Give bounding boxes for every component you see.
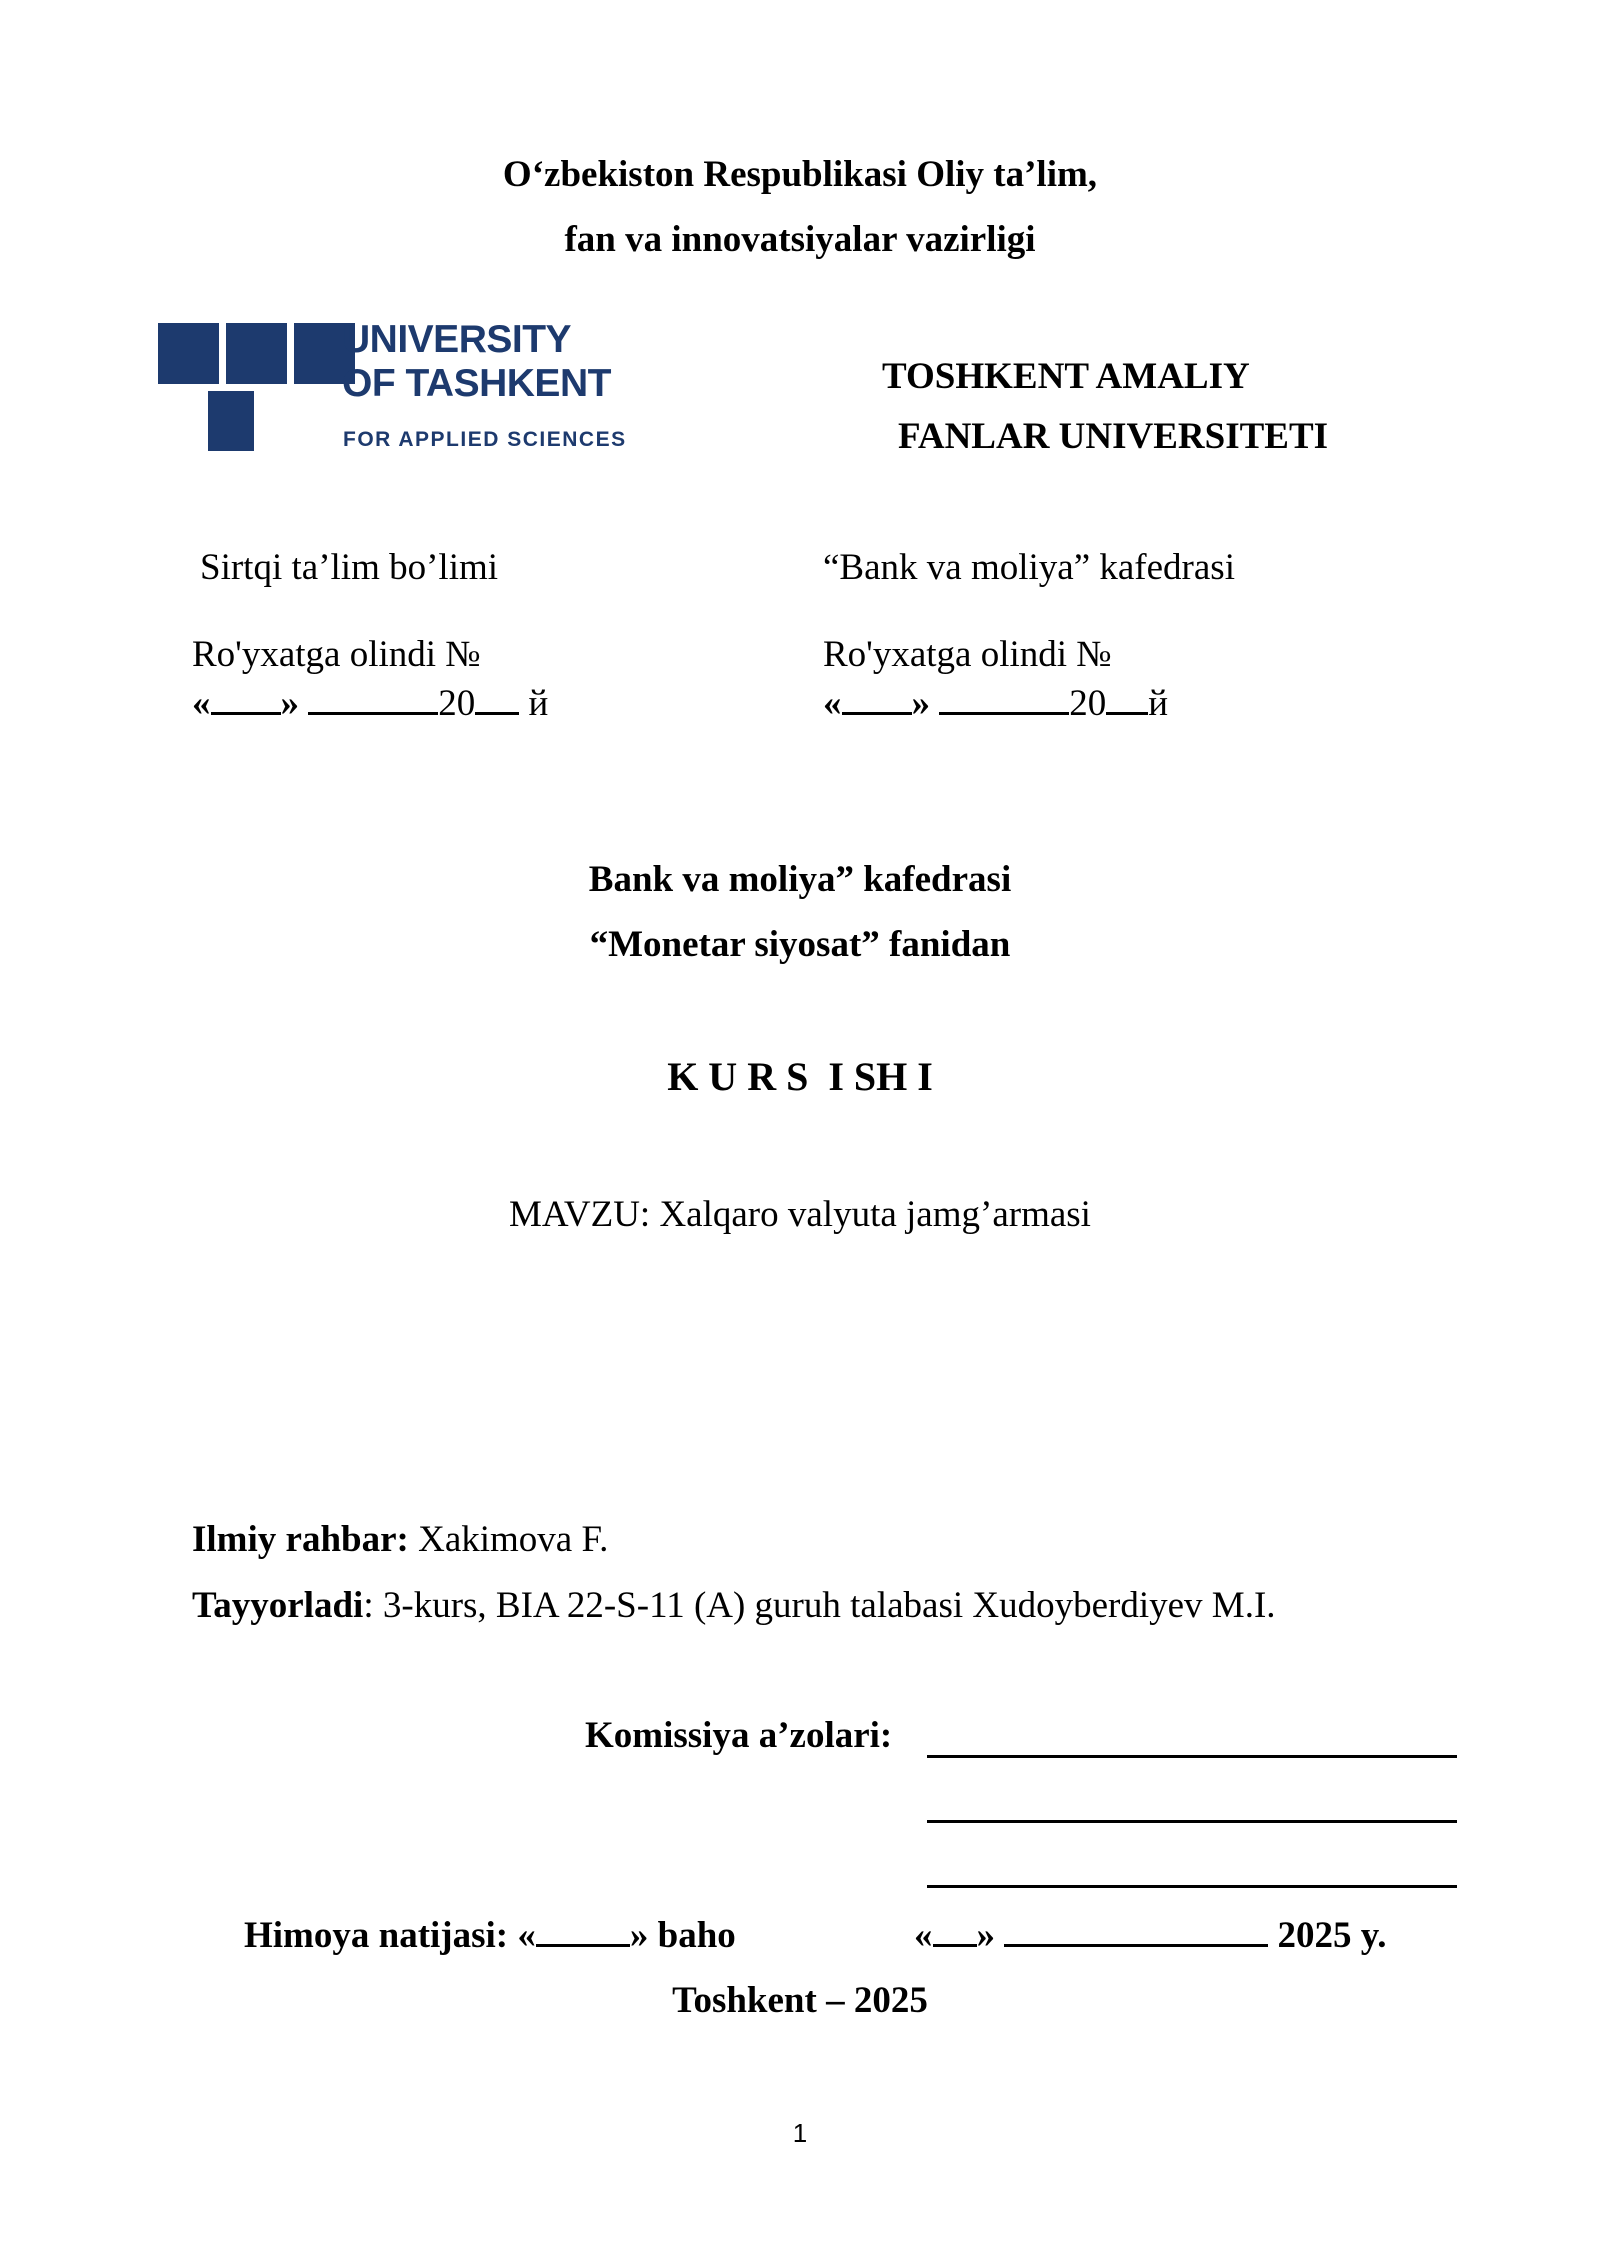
supervisor-name: Xakimova F.	[408, 1519, 609, 1560]
supervisor-line	[192, 1518, 608, 1561]
university-name-line-1: TOSHKENT AMALIY	[882, 356, 1250, 397]
left-registered-label: Ro'yxatga olindi №	[192, 634, 481, 675]
ministry-line-2: fan va innovatsiyalar vazirligi	[564, 219, 1036, 260]
right-month-blank	[939, 682, 1069, 715]
prepared-by-line	[192, 1584, 1276, 1627]
right-close-quote: »	[911, 683, 930, 724]
topic: MAVZU: Xalqaro valyuta jamg’armasi	[509, 1194, 1091, 1235]
defense-result-line	[244, 1914, 736, 1957]
logo-square-4	[208, 391, 254, 451]
course-subject: “Monetar siyosat” fanidan	[589, 924, 1011, 965]
course-department: Bank va moliya” kafedrasi	[588, 859, 1012, 900]
page-number: 1	[792, 2118, 808, 2148]
right-year-prefix: 20	[1069, 683, 1107, 724]
commission-signature-line-2	[927, 1820, 1457, 1823]
logo-text-line-3: FOR APPLIED SCIENCES	[343, 428, 627, 451]
ministry-line-1: O‘zbekiston Respublikasi Oliy ta’lim,	[502, 154, 1098, 195]
left-year-blank	[475, 682, 519, 715]
defense-label: Himoya natijasi: «	[244, 1915, 536, 1956]
document-type-title: K U R S I SH I	[667, 1054, 933, 1099]
right-registration-date	[823, 682, 1168, 725]
right-year-suffix: й	[1148, 683, 1169, 724]
logo-text-line-1: UNIVERSITY	[342, 318, 572, 361]
left-open-quote: «	[192, 683, 211, 724]
left-registration-date	[192, 682, 548, 725]
university-name-line-2: FANLAR UNIVERSITETI	[898, 416, 1329, 457]
right-department: “Bank va moliya” kafedrasi	[823, 547, 1235, 588]
defense-date	[914, 1914, 1386, 1957]
defense-day-blank	[933, 1914, 977, 1947]
grade-suffix: » baho	[629, 1915, 736, 1956]
supervisor-label: Ilmiy rahbar:	[192, 1519, 409, 1560]
right-day-blank	[842, 682, 912, 715]
defense-month-blank	[1004, 1914, 1268, 1947]
defense-year: 2025 y.	[1277, 1915, 1387, 1956]
commission-signature-line-3	[927, 1885, 1457, 1888]
defense-date-close: »	[976, 1915, 995, 1956]
right-registered-label: Ro'yxatga olindi №	[823, 634, 1112, 675]
prepared-text: : 3-kurs, BIA 22-S-11 (A) guruh talabasi Xudoyberdiyev M.I.	[363, 1585, 1276, 1626]
left-department: Sirtqi ta’lim bo’limi	[200, 547, 499, 588]
left-year-suffix: й	[528, 683, 549, 724]
left-year-prefix: 20	[438, 683, 476, 724]
left-day-blank	[211, 682, 281, 715]
commission-signature-line-1	[927, 1755, 1457, 1758]
logo-text-line-2: OF TASHKENT	[342, 362, 611, 405]
prepared-label: Tayyorladi	[192, 1585, 364, 1626]
left-close-quote: »	[280, 683, 299, 724]
logo-square-1	[158, 323, 219, 384]
defense-date-open: «	[914, 1915, 933, 1956]
grade-blank	[536, 1914, 630, 1947]
left-month-blank	[308, 682, 438, 715]
right-year-blank	[1106, 682, 1148, 715]
city-year: Toshkent – 2025	[672, 1980, 928, 2021]
logo-square-2	[226, 323, 287, 384]
commission-label: Komissiya a’zolari:	[585, 1715, 893, 1756]
right-open-quote: «	[823, 683, 842, 724]
